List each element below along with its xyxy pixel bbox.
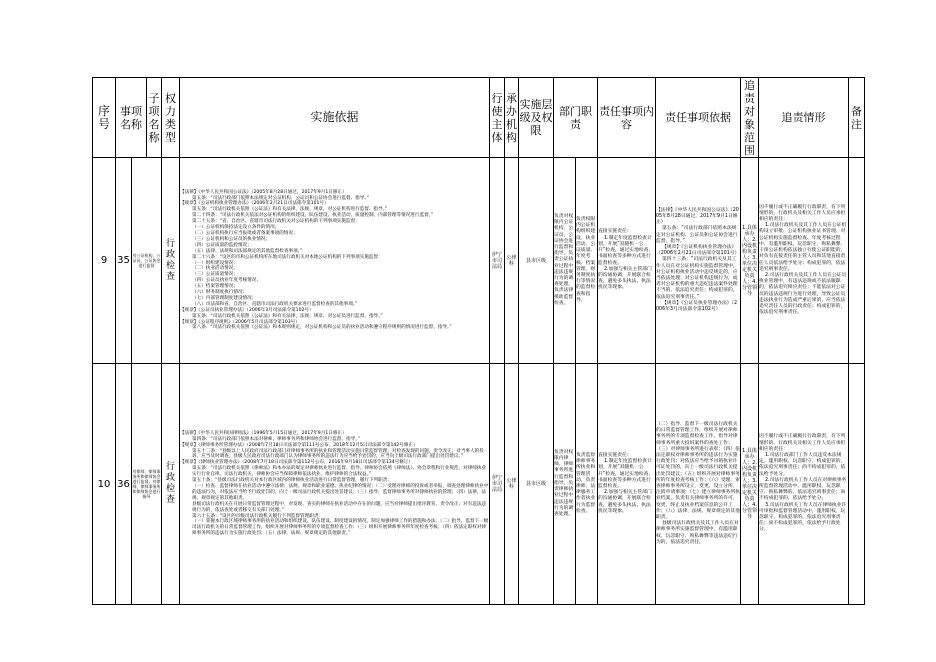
row-item-name: 对公证机构、公证员、公证协会进行监督: [132, 158, 162, 364]
row-seq: 10: [93, 364, 116, 605]
basis-paragraph: （四）公证质量的监控情况；: [192, 242, 252, 248]
basis-paragraph: 【规章】《律师事务所管理办法》（2008年7月18日司法部令第111号公布，2018年12月5日司法部令第142号修正）: [180, 442, 418, 448]
cell-paragraph: 1.制定年度监督检查计划，开展“双随机一公开”检查，通过实地检查、书面检查等多种方式进行监督检查。: [598, 235, 654, 266]
row-account-scope: 1.具体承办人；2.内设机构负责人；3.单位决定机关负责人；4.分管领导: [741, 364, 759, 605]
basis-paragraph: （六）财务制度执行情况；: [192, 290, 248, 296]
row-dept-duty: 负责对权限内公证机构、公证员、公证协会进行监督和指导，负责公证执业过程中违法违规行为的调查处理，负责法律援助监督检查。: [554, 158, 576, 364]
row-account-case: [759, 364, 849, 605]
header-resp-basis: 责任事项依据: [656, 78, 741, 158]
header-seq: 序号: [93, 78, 116, 158]
basis-paragraph: （八）司法部和省、自治区、直辖市司法行政机关要求进行监督检查的其他事项。”: [192, 301, 358, 307]
basis-paragraph: 第二十六条：“设区的市和公证机构所在地司法行政机关对本地公证机构的下列事项实施监督：: [192, 254, 383, 260]
basis-paragraph: （五）法律、法规和司法部规定的其他监督检查事项。”: [192, 248, 303, 254]
cell-paragraph: 因不履行或不正确履行行政职责，有下列情形的，行政机关及相关工作人员应承担相应的责任：: [759, 434, 846, 452]
header-sub-item: 子项名称: [147, 78, 162, 158]
row-code: 36: [116, 364, 132, 605]
row-resp-content: [598, 158, 656, 364]
row-seq: 9: [93, 158, 116, 364]
row-basis: [180, 158, 490, 364]
row-basis: [180, 364, 490, 605]
cell-paragraph: 直接实施责任：: [598, 229, 632, 235]
cell-paragraph: 1.司法行政机关及其工作人员在公证机构设立审批、公证机构执业证书管理、对公证机构实施监督检查、年度考核过程中，有滥用职权、玩忽职守、徇私舞弊、干预公证机构依法独立行使公证职能的，对负有直接责任的主管人员和其他直接责任人员依法给予处分；构成犯罪的，依法追究刑事责任。: [759, 223, 847, 272]
table-row: [93, 158, 865, 364]
row-level: 县市区级: [519, 158, 554, 364]
row-remark: [849, 364, 865, 605]
basis-paragraph: （四）公证员执业年度考核情况；: [192, 278, 261, 284]
row-subject: 伊宁市司法局: [490, 364, 505, 605]
basis-paragraph: （一）掌握本行政区域律师事务所的执业活动和组织建设、队伍建设、制度建设的情况，制定加强律师工作的措施和办法；（二）指导、监督下一级司法行政机关的日常监督管理工作，组织开展对律师事务所的专项监督检查工作；（三）组织开展律师事务所年度检查考核；（四）依法定职权对律师事务所的违法行为实施行政处罚；（五）法律、法规、规章规定的其他职责。”: [192, 519, 489, 537]
row-dept-duty-detail: 负责监督律师事务所执业和管理活动，负责律师、法律服务工作者执业行为监督检查。: [576, 364, 598, 605]
header-dept-duty: 部门职责: [554, 78, 598, 158]
basis-paragraph: （三）公证质量情况；: [192, 272, 238, 278]
cell-paragraph: （二）指导、监督下一级司法行政机关的日常监督管理工作，组织开展对律师事务所的专项监督检查工作，指导对律师事务所重大投诉案件的查处工作；（三）对律师事务所进行表彰；（四）依法定职权对律师事务所的违法行为实施行政处罚；对依法应当给予吊销执业许可证处罚的，向上一级司法行政机关提出处罚建议；（五）组织开展对律师事务所的年度检查考核工作；（六）受理、审查律师事务所设立、变更、设立分所、注销申请事项；（七）建立律师事务所执业档案，负责有关律师事务所的许可、变更、终止及执业档案信息的公开工作；（八）法律、法规、规章规定的其他职责。: [656, 421, 740, 521]
row-remark: [849, 158, 865, 364]
basis-paragraph: 【规章】《公证程序规则》（2006年5月司法部令第103号）: [180, 319, 300, 325]
row-resp-basis: [656, 364, 741, 605]
cell-paragraph: 2.加强与相关主管部门的沟通协调，开展联合检查，避免多头执法、执法扰民等现象。: [598, 266, 652, 291]
row-resp-content: [598, 364, 656, 605]
cell-paragraph: 直接实施责任：: [598, 452, 632, 458]
header-power-type: 权力类型: [162, 78, 180, 158]
row-account-case: [759, 158, 849, 364]
cell-paragraph: 县级司法行政机关及其工作人员在对律师事务所实施监督管理中，有滥用职权、玩忽职守、徇私舞弊等违法违纪行为的，依法追究责任。: [656, 521, 739, 545]
row-item-name: 对律师、律师事务所和律师协会进行监督；对律师、律师事务所和律师协会进行指导: [132, 364, 162, 605]
cell-paragraph: 【法律】《中华人民共和国公证法》（2005年8月28日通过，2017年9月1日修正）: [656, 207, 739, 226]
header-basis: 实施依据: [180, 78, 490, 158]
row-account-scope: 1.具体承办人；2.内设机构负责人；3.单位决定机关负责人；4.分管领导: [741, 158, 759, 364]
basis-paragraph: 【法律】《中华人民共和国公证法》（2005年8月28日通过，2017年9月1日修正）: [180, 189, 347, 195]
row-resp-basis: [656, 158, 741, 364]
basis-paragraph: 第四条：“司法行政部门依照本法对律师、律师事务所和律师协会进行监督、指导。”: [192, 436, 360, 442]
cell-paragraph: 1.制定年度监督检查计划，开展“双随机一公开”检查，通过实地检查、书面检查等多种方式进行监督检查。: [598, 459, 654, 489]
basis-paragraph: （五）档案管理情况；: [192, 284, 238, 290]
header-row: [93, 78, 865, 158]
basis-paragraph: （二）执业活动情况；: [192, 266, 238, 272]
row-power-type: 行政检查: [162, 158, 180, 364]
cell-paragraph: 第五条：“司法行政部门依照本法规定对公证机构、公证员和公证协会进行监督、指导。”: [656, 226, 738, 244]
cell-paragraph: 2.加强与相关主管部门的沟通协调，开展联合检查，避免多头执法、执法扰民等现象。: [598, 490, 652, 514]
header-agency: 承办机构: [505, 78, 519, 158]
basis-paragraph: 第五条：“司法行政机关依照《公证法》和有关法律、法规、规章，对公证机构进行监督、指导。”: [192, 207, 388, 213]
basis-paragraph: 【法律】《中华人民共和国律师法》（1996年5月15日通过，2017年9月1日修正）: [180, 430, 347, 436]
row-dept-duty-detail: 负责权限内公证机构组织建设、执业活动、公证质量、年度考核、档案管理、财务制度执行等情况的监督检查和指导。: [576, 158, 598, 364]
cell-paragraph: 2.司法行政机关及其工作人员在公证员执业管理中，有违法违规或不依法履职的，依法追究相应责任；不能依法对公证员的违法违规行为进行处理，导致公证员违法执业行为造成严重后果的，应当依法追究责任人员的行政责任；构成犯罪的，依法追究刑事责任。: [759, 272, 847, 316]
cell-paragraph: 1.司法行政部门工作人员违反本法规定，滥用职权、玩忽职守，构成犯罪的，依法追究刑事责任；尚不构成犯罪的，依法给予处分。: [759, 452, 846, 477]
header-account-scope: 追责对象范围: [741, 78, 759, 158]
cell-paragraph: 【规章】《公证机构执业管理办法》（2006年2月21日司法部令第101号）: [656, 244, 740, 257]
basis-paragraph: 第五条：“司法行政机关依照《公证法》和有关法律、法规、规章，对公证员进行监督、指导。”: [192, 313, 383, 319]
basis-paragraph: （二）公证机构执行应当报批或者备案事项的情况；: [192, 230, 298, 236]
basis-paragraph: 【规章】《公证员执业管理办法》（2006年3月司法部令第102号）: [180, 307, 314, 313]
basis-paragraph: 第二十五条：“省、自治区、直辖市司法行政机关对公证机构的下列事项实施监督：: [192, 219, 360, 225]
basis-paragraph: （三）公证机构和公证员的执业情况；: [192, 236, 271, 242]
basis-paragraph: 第五十条：“县级司法行政机关对本行政区域内的律师执业活动进行日常监督管理，履行下列职责：: [192, 478, 392, 484]
header-item-name: 事项名称: [116, 78, 147, 158]
row-power-type: 行政检查: [162, 364, 180, 605]
row-agency: 公律科: [505, 158, 519, 364]
row-code: 35: [116, 158, 132, 364]
header-remark: 备注: [849, 78, 865, 158]
cell-paragraph: 2.司法行政机关工作人员在对律师事务所监督管理活动中，滥用职权、玩忽职守、徇私舞弊的，依法追究刑事责任；尚不构成犯罪的，依法给予处分。: [759, 477, 847, 502]
table-row: [93, 364, 865, 605]
basis-paragraph: （一）组织建设情况；: [192, 260, 238, 266]
basis-paragraph: 第五条：“司法行政部门依照本法规定对公证机构、公证员和公证协会进行监督、指导。”: [192, 195, 370, 201]
cell-paragraph: 因不履行或不正确履行行政职责，有下列情形的，行政机关及相关工作人员应承担相应的责任：: [759, 204, 846, 223]
basis-paragraph: 【规章】《律师执业管理办法》（2008年7月18日司法部令第112号公布，2016年9月18日司法部令第134号修订）: [180, 460, 414, 466]
basis-paragraph: （一）公证机构保持法定设立条件的情况；: [192, 225, 280, 231]
basis-paragraph: 第五条：“司法行政机关依照《律师法》和本办法的规定对律师执业进行监督、指导。律师协会依照《律师法》、协会章程和行业规范，对律师执业实行行业自律。司法行政机关、律师协会应当保障律师依法执业，维护律师的合法权益。”: [192, 466, 487, 478]
basis-paragraph: 第二十四条：“司法行政机关依法对公证机构的组织建设、队伍建设、执业活动、质量控制、内部管理等情况进行监督。”: [192, 213, 434, 219]
row-level: 县市区级: [519, 364, 554, 605]
basis-paragraph: （一）检查、监督律师在执业活动中遵守法律、法规、规章和职业道德、执业纪律的情况；（二）受理对律师的投诉或者举报，调查处理律师执业中的违法行为，对依法应当给予行政处罚的，向上一级司法行政机关提出处罚建议；（三）指导、监督律师事务所对律师执业的管理；（四）法律、法规、规章规定的其他职责。: [192, 484, 489, 501]
basis-paragraph: 第八条：“司法行政机关依照《公证法》和本规则规定，对公证机构和公证员的执业活动和遵守程序规则的情况进行监督、指导。”: [192, 325, 452, 331]
header-resp-content: 责任事项内容: [598, 78, 656, 158]
basis-paragraph: 第六十五条：“设区的市级司法行政机关履行下列监督管理职责：: [192, 513, 324, 519]
row-agency: 公律科: [505, 364, 519, 605]
row-dept-duty: 负责对权限内律师、律师事务所进行监督和指导，负责律师执业过程中违法违规行为的调查处理。: [554, 364, 576, 605]
basis-paragraph: 【规章】《公证机构执业管理办法》（2006年2月21日司法部令第101号）: [180, 201, 329, 207]
basis-paragraph: 第五十二条：“县级以上人民政府司法行政部门对律师事务所的执业和管理活动实施日常监督管理，对检查发现的问题，责令改正；对当事人的投诉，应当及时调查，县级人民政府司法行政部门认为律师事务所的违法行为应当给予处罚的，应当向上级司法行政部门提出处罚建议。”: [192, 448, 484, 460]
cell-paragraph: 3.司法行政机关工作人员在律师执业许可审批和监督管理活动中，滥用职权、玩忽职守，构成犯罪的，依法追究刑事责任；尚不构成犯罪的，依法给予行政处分。: [759, 502, 847, 533]
basis-paragraph: （七）内部管理制度建设情况；: [192, 295, 257, 301]
header-level: 实施层级及权限: [519, 78, 554, 158]
cell-paragraph: 第四十三条：“司法行政机关及其工作人员在对公证机构实施监督管理中，对公证机构执业活动中违反规定的，应当依法处理；对公证机构违规行为，或者对公证机构的重大违纪违法案件处理不当的，依法追究责任；构成犯罪的，依法追究刑事责任。”: [656, 257, 738, 300]
power-list-table: [92, 77, 865, 605]
basis-paragraph: 县级司法行政机关在开展日常监督管理过程中，对发现、查实的律师在执业活动中存在的问题，应当对律师提出批评教育、责令改正；对有违法违规行为的，依法查处或者移交有关部门处理。”: [192, 501, 487, 513]
header-account-case: 追责情形: [759, 78, 849, 158]
cell-paragraph: 【规章】《公证员执业管理办法》（2006年3月司法部令第102号）: [656, 300, 738, 313]
header-subject: 行使主体: [490, 78, 505, 158]
row-subject: 伊宁市司法局: [490, 158, 505, 364]
